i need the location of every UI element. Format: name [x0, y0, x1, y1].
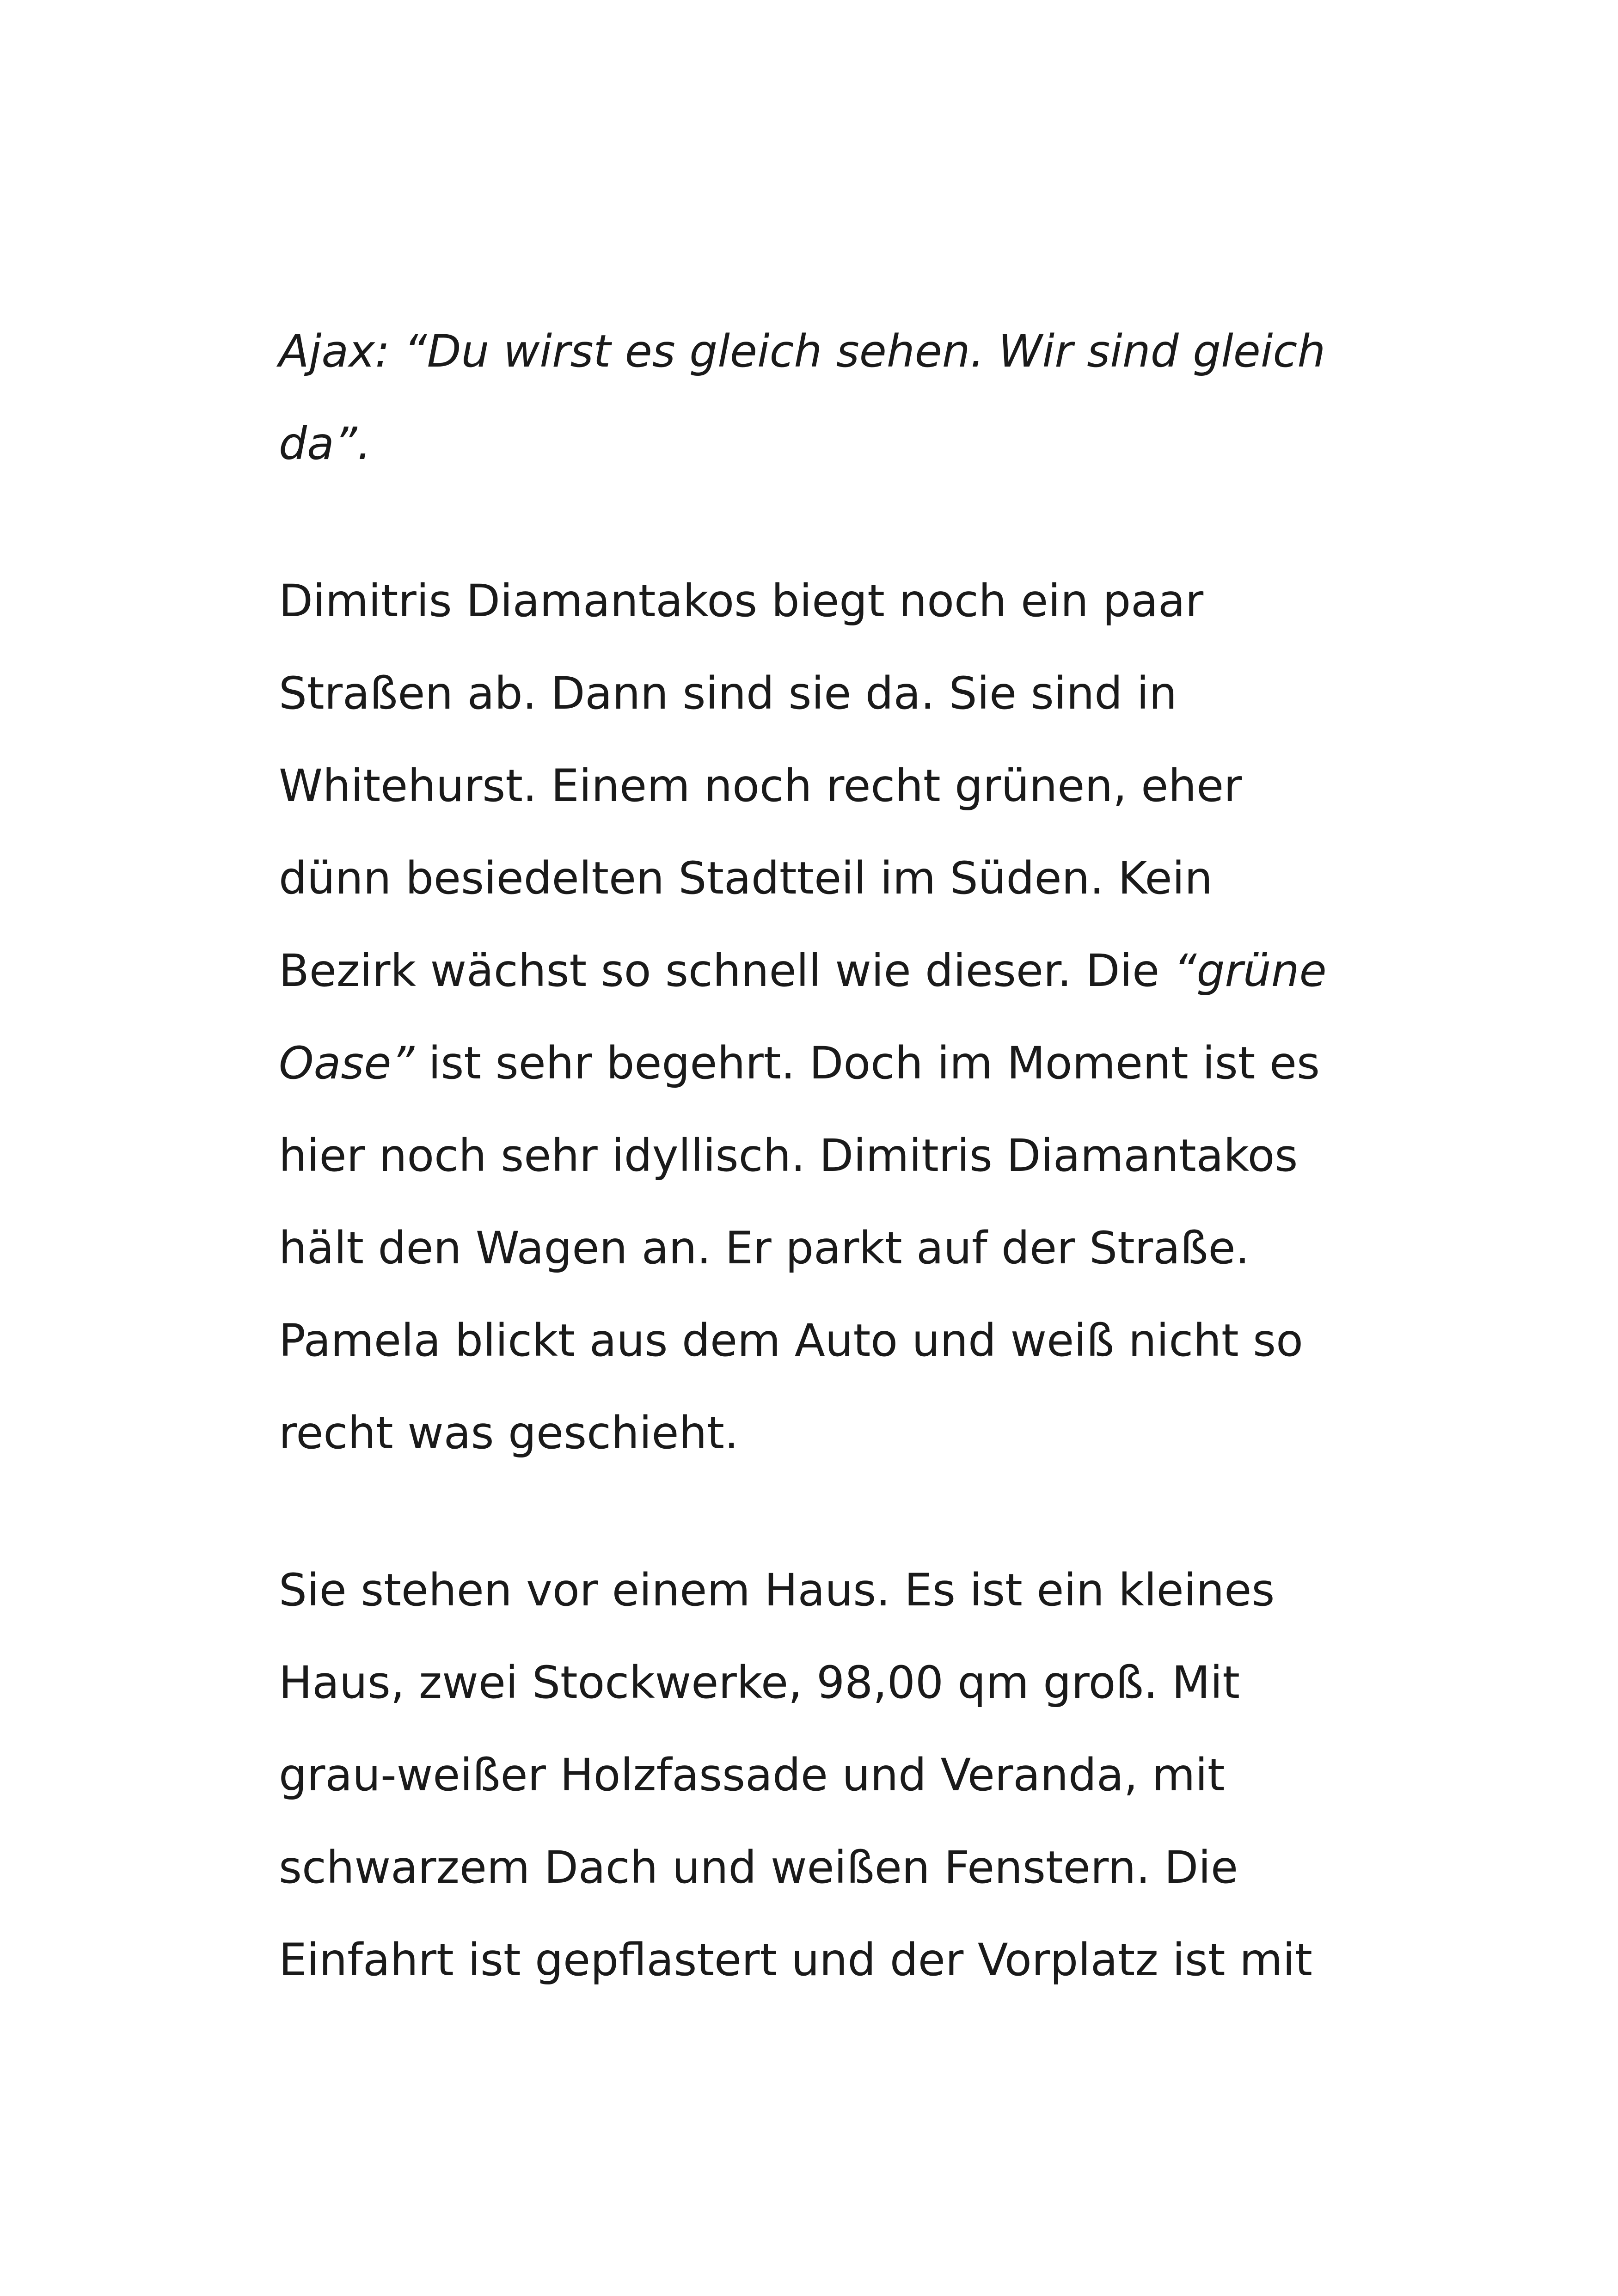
paragraph-narration-2 — [279, 1544, 1361, 2006]
narration-italic-quote: “grüne Oase” — [279, 945, 1327, 1089]
dialogue-text: Ajax: “Du wirst es gleich sehen. Wir sind gleich da”. — [279, 325, 1326, 470]
body-text — [279, 305, 1361, 2006]
paragraph-gap — [279, 490, 1361, 555]
narration-text-part-1: Dimitris Diamantakos biegt noch ein paar Straßen ab. Dann sind sie da. Sie sind in Whitehurst. Einem noch recht grünen, eher dünn besiedelten Stadtteil im Süden. Kein Bezirk wächst so schnell wie dieser. Die — [279, 575, 1242, 997]
narration-text-part-2: ist sehr begehrt. Doch im Moment ist es hier noch sehr idyllisch. Dimitris Diamantakos hält den Wagen an. Er parkt auf der Straße. Pamela blickt aus dem Auto und weiß nicht so recht was geschieht. — [279, 1037, 1320, 1459]
paragraph-dialogue — [279, 305, 1361, 490]
paragraph-gap — [279, 1479, 1361, 1544]
narration-text: Sie stehen vor einem Haus. Es ist ein kleines Haus, zwei Stockwerke, 98,00 qm groß. Mit grau-weißer Holzfassade und Veranda, mit schwarzem Dach und weißen Fenstern. Die Einfahrt ist gepflastert und der Vorplatz ist mit — [279, 1564, 1312, 1986]
paragraph-narration-1 — [279, 555, 1361, 1479]
